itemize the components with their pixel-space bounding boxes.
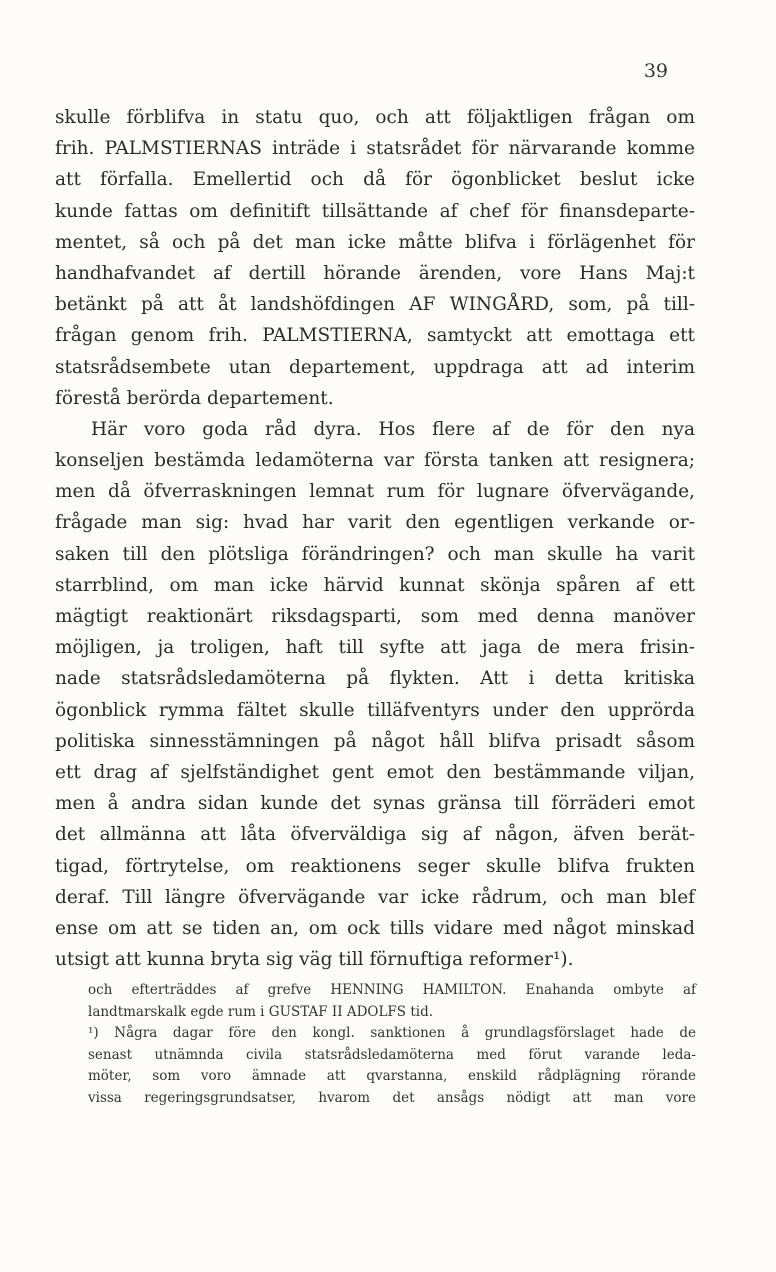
page-number: 39 [643,60,668,82]
body-line: nade statsrådsledamöterna på flykten. Att i detta kritiska [55,668,695,690]
body-line: utsigt att kunna bryta sig väg till förnuftiga reformer¹). [55,949,574,971]
footnote-line: möter, som voro ämnade att qvarstanna, enskild rådplägning rörande [88,1068,696,1085]
footnote-line: och efterträddes af grefve HENNING HAMILTON. Enahanda ombyte af [88,982,696,998]
body-line: frågade man sig: hvad har varit den egentligen verkande or- [55,512,695,534]
body-line: förestå berörda departement. [55,387,334,409]
body-line: möjligen, ja troligen, haft till syfte att jaga de mera frisin- [55,637,695,659]
body-line: men å andra sidan kunde det synas gränsa till förräderi emot [55,793,695,815]
footnote-line: vissa regeringsgrundsatser, hvarom det ansågs nödigt att man vore [88,1089,696,1106]
body-line: kunde fattas om definitift tillsättande af chef för finansdeparte- [55,200,695,222]
body-line: att förfalla. Emellertid och då för ögonblicket beslut icke [55,169,695,191]
body-line: skulle förblifva in statu quo, och att följaktligen frågan om [55,107,695,128]
body-line: ett drag af sjelfständighet gent emot den bestämmande viljan, [55,761,695,783]
footnote-line: senast utnämnda civila statsrådsledamöterna med förut varande leda- [88,1046,696,1063]
footnote-line: landtmarskalk egde rum i GUSTAF II ADOLFS tid. [88,1003,434,1020]
body-line: frågan genom frih. PALMSTIERNA, samtyckt att emottaga ett [55,325,695,347]
body-line: statsrådsembete utan departement, uppdraga att ad interim [55,356,695,378]
body-line: ense om att se tiden an, om ock tills vidare med något minskad [55,917,695,939]
body-line: betänkt på att åt landshöfdingen AF WINGÅRD, som, på till- [55,294,695,316]
body-line: politiska sinnesstämningen på något håll blifva prisadt såsom [55,730,695,752]
body-line: tigad, förtrytelse, om reaktionens seger skulle blifva frukten [55,855,695,877]
body-line: det allmänna att låta öfverväldiga sig af någon, äfven berät- [55,824,695,846]
body-line: handhafvandet af dertill hörande ärenden, vore Hans Maj:t [55,262,695,284]
body-line: men då öfverraskningen lemnat rum för lugnare öfvervägande, [55,481,695,503]
body-line: frih. PALMSTIERNAS inträde i statsrådet för närvarande komme [55,138,695,160]
body-line: starrblind, om man icke härvid kunnat skönja spåren af ett [55,574,695,596]
body-line: saken till den plötsliga förändringen? och man skulle ha varit [55,543,695,565]
body-line: mentet, så och på det man icke måtte blifva i förlägenhet för [55,231,695,253]
body-line: mägtigt reaktionärt riksdagsparti, som med denna manöver [55,606,695,627]
body-line: Här voro goda råd dyra. Hos flere af de för den nya [91,418,695,440]
footnotes [88,980,696,1110]
footnote-line: ¹) Några dagar före den kongl. sanktionen å grundlagsförslaget hade de [88,1025,696,1042]
body-line: konseljen bestämda ledamöterna var första tanken att resignera; [55,450,695,472]
body-line: deraf. Till längre öfvervägande var icke rådrum, och man blef [55,886,695,908]
body-text [55,102,695,975]
body-line: ögonblick rymma fältet skulle tilläfventyrs under den upprörda [55,699,695,721]
